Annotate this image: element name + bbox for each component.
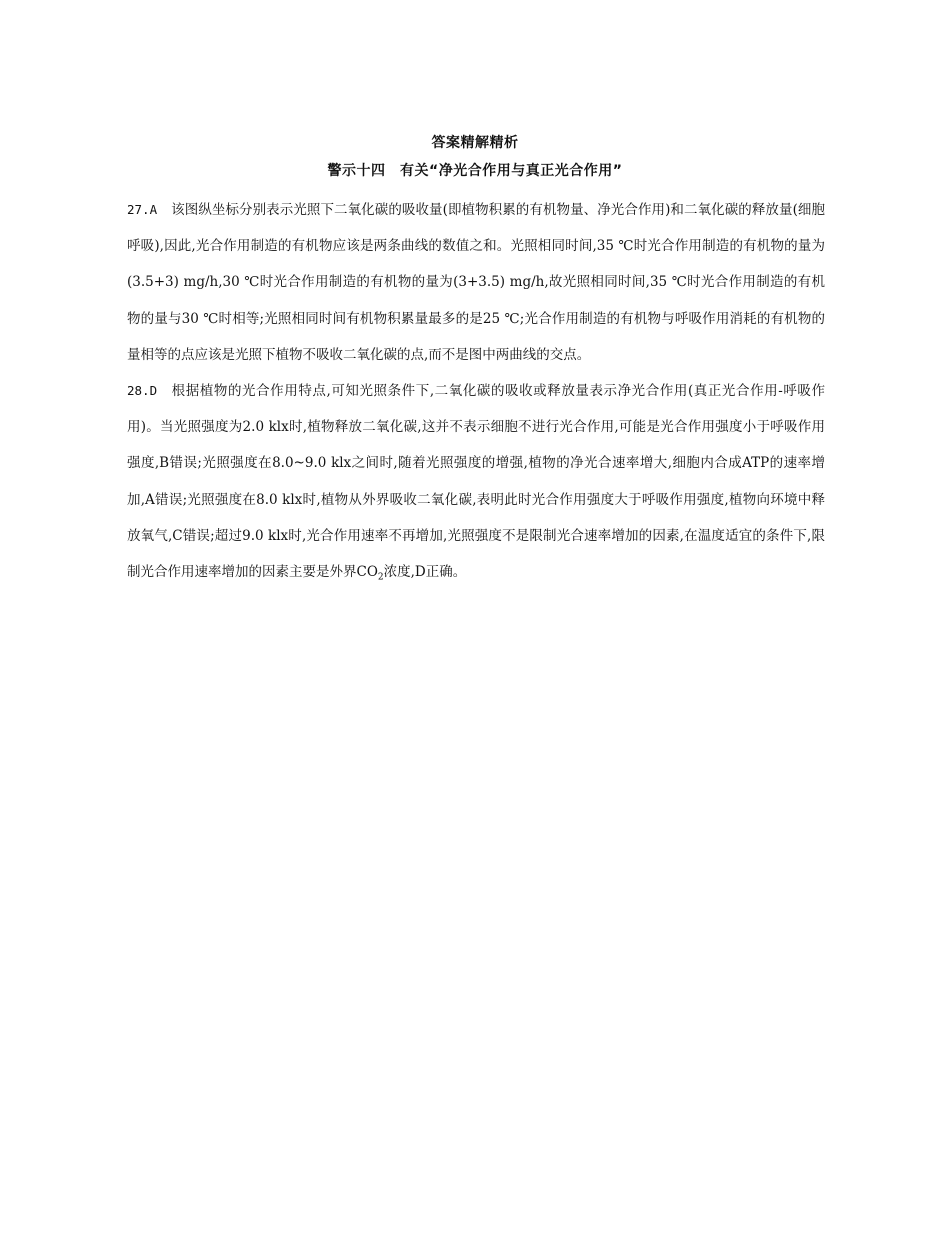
answer-27: [127, 192, 825, 373]
answer-explanation-end: 浓度,D正确。: [383, 564, 467, 581]
answer-option: D: [149, 383, 158, 399]
page-title: 答案精解精析: [431, 135, 519, 151]
answer-28: [127, 373, 825, 590]
answer-explanation: 根据植物的光合作用特点,可知光照条件下,二氧化碳的吸收或释放量表示净光合作用(真正光合作用-呼吸作用)。当光照强度为2.0 klx时,植物释放二氧化碳,这并不表示细胞不进行光合作用,可能是光合作用强度小于呼吸作用强度,B错误;光照强度在8.0~9.0 klx之间时,随着光照强度的增强,植物的净光合速率增大,细胞内合成ATP的速率增加,A错误;光照强度在8.0 klx时,植物从外界吸收二氧化碳,表明此时光合作用强度大于呼吸作用强度,植物向环境中释放氧气,C错误;超过9.0 klx时,光合作用速率不再增加,光照强度不是限制光合速率增加的因素,在温度适宜的条件下,限制光合作用速率增加的因素主要是外界CO: [127, 383, 825, 581]
answer-explanation: 该图纵坐标分别表示光照下二氧化碳的吸收量(即植物积累的有机物量、净光合作用)和二氧化碳的释放量(细胞呼吸),因此,光合作用制造的有机物应该是两条曲线的数值之和。光照相同时间,35 ℃时光合作用制造的有机物的量为(3.5+3) mg/h,30 ℃时光合作用制造的有机物的量为(3+3.5) mg/h,故光照相同时间,35 ℃时光合作用制造的有机物的量与30 ℃时相等;光照相同时间有机物积累量最多的是25 ℃;光合作用制造的有机物与呼吸作用消耗的有机物的量相等的点应该是光照下植物不吸收二氧化碳的点,而不是图中两曲线的交点。: [127, 202, 825, 363]
answer-list: [127, 192, 825, 590]
answer-number: 28.: [127, 383, 150, 399]
section-title: 警示十四 有关“净光合作用与真正光合作用”: [327, 163, 623, 179]
co2-subscript: 2: [377, 572, 384, 583]
answer-number: 27.: [127, 202, 150, 217]
answer-option: A: [149, 202, 158, 217]
